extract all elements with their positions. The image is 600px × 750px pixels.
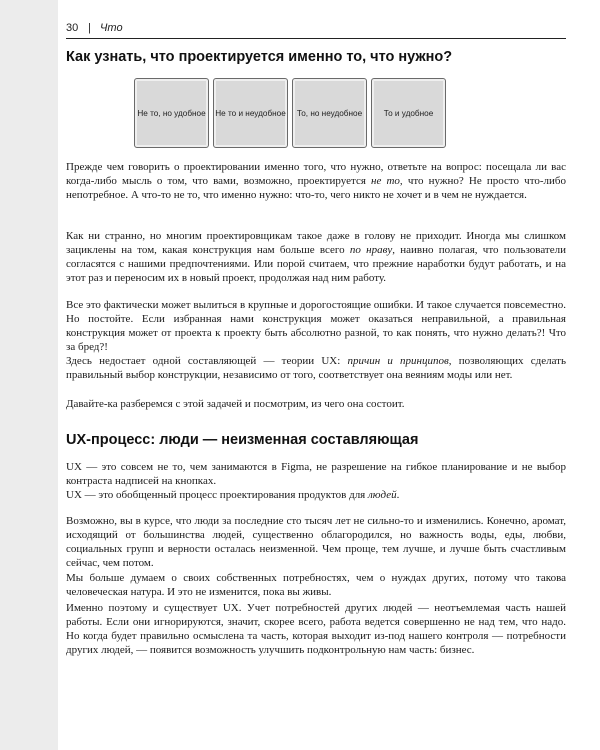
paragraph: UX — это совсем не то, чем занимаются в Figma, не разрешение на гибкое планирование и не выбор контраста надписей на кнопках. bbox=[66, 461, 566, 488]
paragraph: Прежде чем говорить о проектировании именно того, что нужно, ответьте на вопрос: посещала ли вас когда-либо мысль о том, что вами, возможно, проектируется не то, что нужно? Не просто что-либо непотребное. А что-то не то, что именно нужно: что-то, чего никто не хочет и в чем не нуждается. bbox=[66, 161, 566, 202]
paragraph: Именно поэтому и существует UX. Учет потребностей других людей — неотъемлемая часть нашей работы. Если они игнорируются, значит, скорее всего, работа ведется совершенно не над тем, что надо. Но когда будет правильно осмыслена та часть, которая выходит из-под нашего контроля — потребности других людей, — появится возможность улучшить подконтрольную нам часть: бизнес. bbox=[66, 602, 566, 657]
paragraph: Как ни странно, но многим проектировщикам такое даже в голову не приходит. Иногда мы слишком зациклены на том, какая конструкция нам больше всего по нраву, наивно полагая, что пользователи согласятся с нашими предпочтениями. Или порой считаем, что прежние наработки будут работать, и на этот раз и переносим их в новый проект, продолжая над ним работу. bbox=[66, 230, 566, 285]
section-heading: Как узнать, что проектируется именно то, что нужно? bbox=[66, 49, 453, 65]
paragraph: Мы больше думаем о своих собственных потребностях, чем о нуждах других, потому что такова человеческая натура. И это не изменится, пока вы живы. bbox=[66, 572, 566, 599]
page-number: 30 bbox=[66, 22, 79, 34]
paragraph: UX — это обобщенный процесс проектирования продуктов для людей. bbox=[66, 489, 400, 501]
option-cards bbox=[134, 78, 514, 148]
header-separator: | bbox=[88, 22, 91, 34]
option-card: Не то, но удобное bbox=[134, 78, 209, 148]
emphasis: людей bbox=[368, 489, 397, 501]
option-card: То, но неудобное bbox=[292, 78, 367, 148]
chapter-title: Что bbox=[100, 22, 123, 34]
section-heading: UX-процесс: люди — неизменная составляющая bbox=[66, 432, 419, 448]
option-card: То и удобное bbox=[371, 78, 446, 148]
emphasis: причин и принципов bbox=[347, 355, 449, 367]
paragraph: Здесь недостает одной составляющей — теории UX: причин и принципов, позволяющих сделать правильный выбор конструкции, независимо от того, соответствует она веяниям моды или нет. bbox=[66, 355, 567, 382]
header-rule bbox=[66, 38, 566, 39]
emphasis: не то, bbox=[371, 175, 403, 188]
emphasis: по нраву bbox=[349, 244, 393, 257]
paragraph: Давайте-ка разберемся с этой задачей и посмотрим, из чего она состоит. bbox=[66, 398, 405, 410]
book-page bbox=[58, 0, 600, 750]
paragraph: Возможно, вы в курсе, что люди за последние сто тысяч лет не сильно-то и изменились. Конечно, аромат, исходящий от большинства людей, существенно облагородился, но важность воды, еды, любви, социальных групп и верности осталась неизменной. Чем проще, тем лучше, и лучше быть счастливым сейчас, чем потом. bbox=[66, 515, 566, 570]
paragraph: Все это фактически может вылиться в крупные и дорогостоящие ошибки. И такое случается повсеместно. Но постойте. Если избранная нами конструкция может оказаться неправильной, а правильная конструкция может от проекта к проекту быть абсолютно разной, то как понять, что нужно делать?! Что за бред?! bbox=[66, 299, 566, 354]
option-card: Не то и неудобное bbox=[213, 78, 288, 148]
running-header bbox=[66, 22, 566, 38]
